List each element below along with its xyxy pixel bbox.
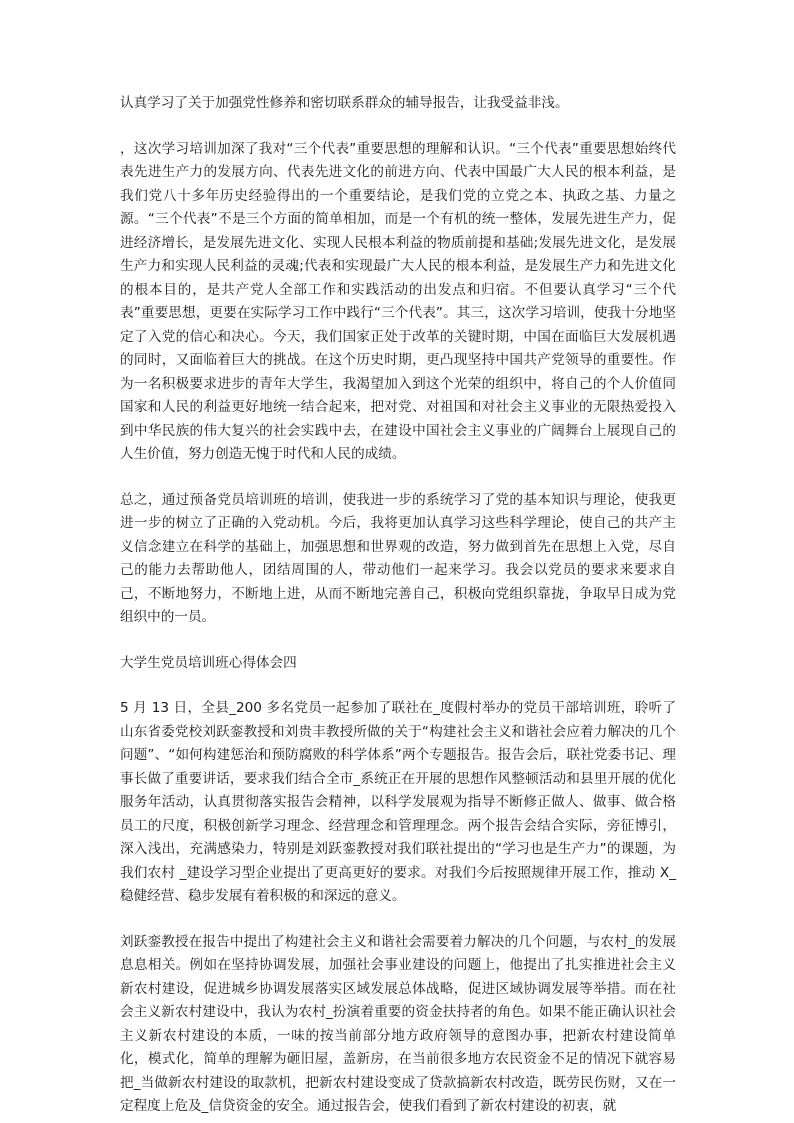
paragraph-gap [120,630,676,652]
paragraph-gap [120,909,676,931]
paragraph-gap [120,675,676,697]
paragraph-4: 5 月 13 日，全县_200 多名党员一起参加了联社在_度假村举办的党员干部培训班，聆听了山东省委党校刘跃銮教授和刘贵丰教授所做的关于“构建社会主义和谐社会应着力解决的几个问题”、“如何构建惩治和预防腐败的科学体系”两个专题报告。报告会后，联社党委书记、理事长做了重要讲话，要求我们结合全市_系统正在开展的思想作风整顿活动和县里开展的优化服务年活动，认真贯彻落实报告会精神，以科学发展观为指导不断修正做人、做事、做合格员工的尺度，积极创新学习理念、经营理念和管理理念。两个报告会结合实际，旁征博引，深入浅出，充满感染力，特别是刘跃銮教授对我们联社提出的“学习也是生产力”的课题，为我们农村 _建设学习型企业提出了更高更好的要求。对我们今后按照规律开展工作，推动 X_稳健经营、稳步发展有着积极的和深远的意义。 [120,700,676,904]
paragraph-gap [120,116,676,138]
paragraph-2: ，这次学习培训加深了我对“三个代表”重要思想的理解和认识。“三个代表”重要思想始终代表先进生产力的发展方向、代表先进文化的前进方向、代表中国最广大人民的根本利益，是我们党八十多年历史经验得出的一个重要结论，是我们党的立党之本、执政之基、力量之源。“三个代表”不是三个方面的简单相加，而是一个有机的统一整体，发展先进生产力，促进经济增长，是发展先进文化、实现人民根本利益的物质前提和基础;发展先进文化，是发展生产力和实现人民利益的灵魂;代表和实现最广大人民的根本利益，是发展生产力和先进文化的根本目的，是共产党人全部工作和实践活动的出发点和归宿。不但要认真学习“三个代表”重要思想，更要在实际学习工作中践行“三个代表”。其三，这次学习培训，使我十分地坚定了入党的信心和决心。今天，我们国家正处于改革的关键时期，中国在面临巨大发展机遇的同时，又面临着巨大的挑战。在这个历史时期，更凸现坚持中国共产党领导的重要性。作为一名积极要求进步的青年大学生，我渴望加入到这个光荣的组织中，将自己的个人价值同国家和人民的利益更好地统一结合起来，把对党、对祖国和对社会主义事业的无限热爱投入到中华民族的伟大复兴的社会实践中去，在建设中国社会主义事业的广阔舞台上展现自己的人生价值，努力创造无愧于时代和人民的成绩。 [120,140,676,462]
section-heading: 大学生党员培训班心得体会四 [120,654,297,671]
document-page [120,92,676,1119]
paragraph-gap [120,467,676,489]
paragraph-1: 认真学习了关于加强党性修养和密切联系群众的辅导报告，让我受益非浅。 [120,95,569,111]
paragraph-5: 刘跃銮教授在报告中提出了构建社会主义和谐社会需要着力解决的几个问题，与农村_的发展息息相关。例如在坚持协调发展，加强社会事业建设的问题上，他提出了扎实推进社会主义新农村建设，促进城乡协调发展落实区域发展总体战略，促进区域协调发展等举措。而在社会主义新农村建设中，我认为农村_扮演着重要的资金扶持者的角色。如果不能正确认识社会主义新农村建设的本质，一味的按当前部分地方政府领导的意图办事，把新农村建设简单化，模式化，简单的理解为砸旧屋，盖新房，在当前很多地方农民资金不足的情况下就容易把_当做新农村建设的取款机，把新农村建设变成了贷款搞新农村改造，既劳民伤财，又在一定程度上危及_信贷资金的安全。通过报告会，使我们看到了新农村建设的初衷，就 [120,933,676,1114]
paragraph-3: 总之，通过预备党员培训班的培训，使我进一步的系统学习了党的基本知识与理论，使我更进一步的树立了正确的入党动机。今后，我将更加认真学习这些科学理论，使自己的共产主义信念建立在科学的基础上，加强思想和世界观的改造，努力做到首先在思想上入党，尽自己的能力去帮助他人，团结周围的人，带动他们一起来学习。我会以党员的要求来要求自己，不断地努力，不断地上进，从而不断地完善自己，积极向党组织靠拢，争取早日成为党组织中的一员。 [120,491,676,625]
